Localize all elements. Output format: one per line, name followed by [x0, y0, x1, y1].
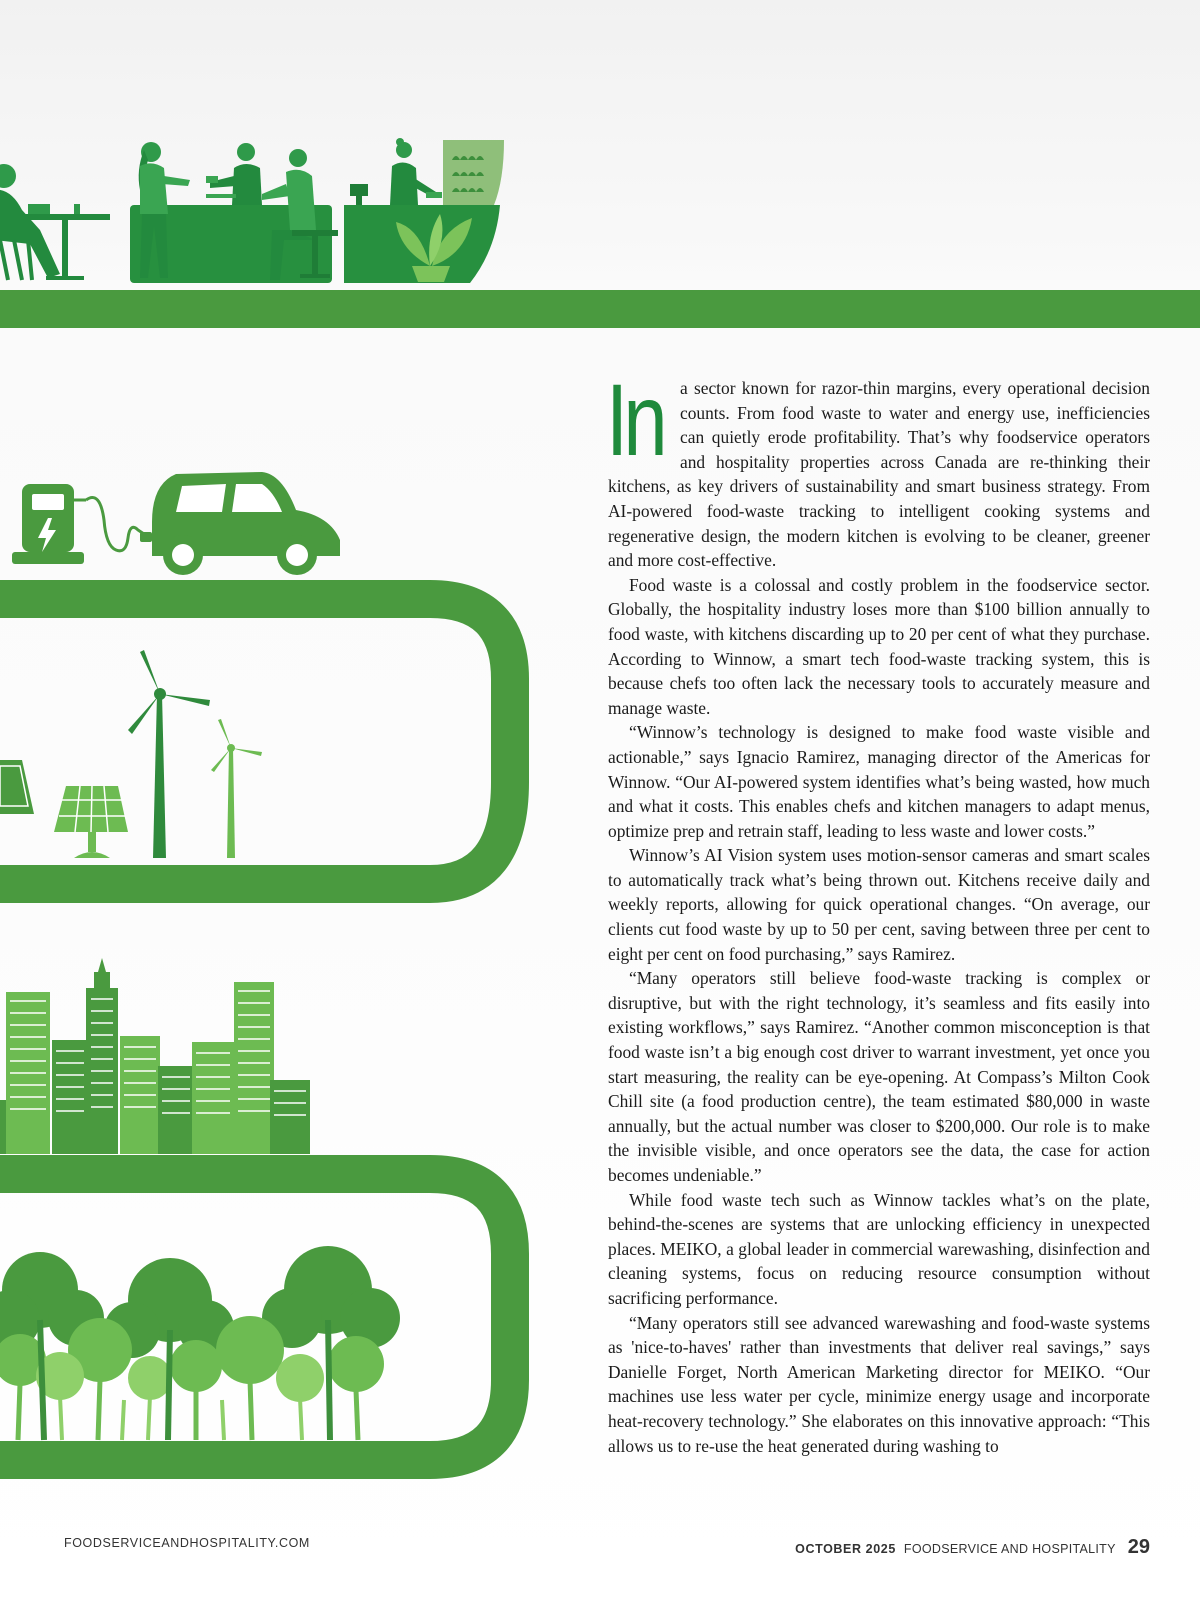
- road-loop-upper: [0, 599, 510, 884]
- footer-issue-date: OCTOBER 2025: [795, 1542, 896, 1556]
- article-paragraph-3: “Winnow’s technology is designed to make food waste visible and actionable,” says Ignacio Ramirez, managing director of the Americas for Winnow. “Our AI-powered system identifies what’s being wasted, how much and what it costs. This enables chefs and kitchen managers to adapt menus, optimize prep and retrain staff, leading to less waste and lower costs.”: [608, 722, 1150, 841]
- page-number: 29: [1127, 1536, 1150, 1558]
- article-paragraph-5: “Many operators still believe food-waste tracking is complex or disruptive, but with the right technology, it’s seamless and fits easily into existing workflows,” says Ramirez. “Another common misconception is that food waste isn’t a big enough cost driver to warrant investment, yet once you start measuring, the reality can be eye-opening. At Compass’s Milton Cook Chill site (a food production centre), the team estimated $80,000 in waste annually, but the actual number was closer to $200,000. Our role is to make the invisible visible, and once operators see the data, the case for action becomes undeniable.”: [608, 968, 1150, 1185]
- charging-cable: [86, 498, 150, 551]
- top-green-band: [0, 290, 1200, 328]
- article-paragraph-4: Winnow’s AI Vision system uses motion-sensor cameras and smart scales to automatically track what’s being thrown out. Kitchens receive daily and weekly reports, allowing for quick operational changes. “On average, our clients cut food waste by up to 50 per cent, saving between three per cent to eight per cent on food purchasing,” says Ramirez.: [608, 845, 1150, 964]
- drop-cap: In: [606, 363, 664, 477]
- article-paragraph-1: In a sector known for razor-thin margins, every operational decision counts. From food waste to water and energy use, inefficiencies can quietly erode profitability. That’s why foodservice operators and hospitality properties across Canada are re-thinking their kitchens, as key drivers of sustainability and smart business strategy. From AI-powered food-waste tracking to intelligent cooking systems and regenerative design, the modern kitchen is evolving to be cleaner, greener and more cost-effective.: [606, 363, 1150, 571]
- wind-turbine-small-icon: [211, 719, 262, 858]
- ev-charger-icon: [12, 484, 86, 564]
- city-skyline-icon: [0, 958, 310, 1154]
- people-cafe-illustration: [0, 138, 504, 283]
- footer-website: FOODSERVICEANDHOSPITALITY.COM: [64, 1536, 310, 1550]
- wind-turbine-icon: [128, 650, 210, 858]
- article-paragraph-6: While food waste tech such as Winnow tackles what’s on the plate, behind-the-scenes are systems that are unlocking efficiency in unexpected places. MEIKO, a global leader in commercial warewashing, disinfection and cleaning systems, focus on reducing resource consumption without sacrificing performance.: [608, 1189, 1150, 1308]
- article-paragraph-2: Food waste is a colossal and costly problem in the foodservice sector. Globally, the hospitality industry loses more than $100 billion annually to food waste, with kitchens discarding up to 20 per cent of what they purchase. According to Winnow, a smart tech food-waste tracking system, this is because chefs too often lack the necessary tools to accurately measure and manage waste.: [608, 574, 1150, 718]
- footer-magazine-name: FOODSERVICE AND HOSPITALITY: [903, 1542, 1116, 1556]
- article-body: [606, 363, 1150, 1458]
- trees-icon: [0, 1246, 400, 1440]
- footer-folio: [795, 1536, 1150, 1559]
- solar-panel-icon: [0, 760, 128, 858]
- electric-car-icon: [152, 472, 340, 575]
- article-paragraph-7: “Many operators still see advanced warewashing and food-waste systems as 'nice-to-haves' rather than investments that deliver real savings,” says Danielle Forget, North American Marketing director for MEIKO. “Our machines use less water per cycle, minimize energy usage and incorporate heat-recovery technology.” She elaborates on this innovative approach: “This allows us to re-use the heat generated during washing to: [608, 1312, 1150, 1456]
